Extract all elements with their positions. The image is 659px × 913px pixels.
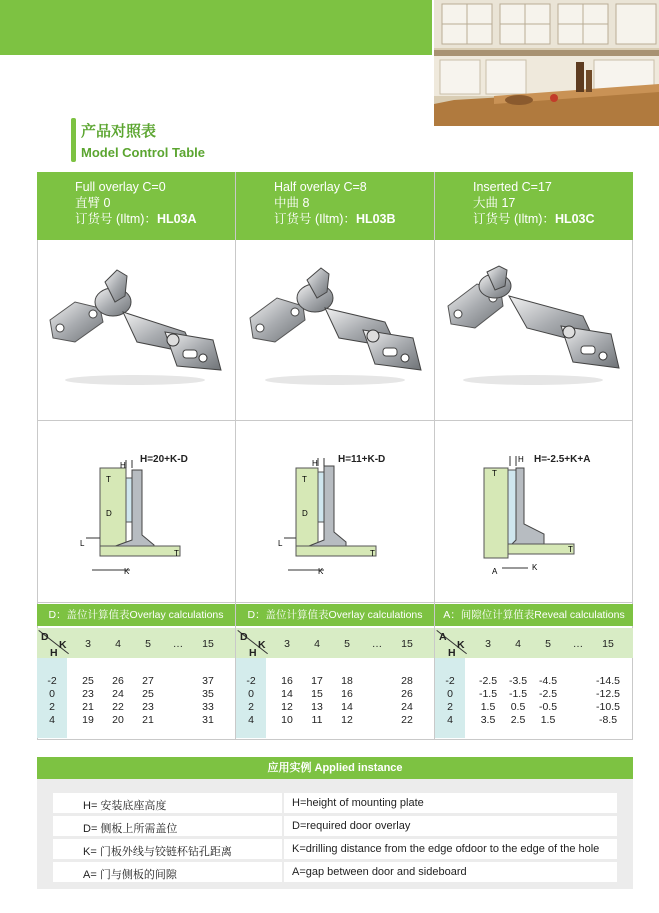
calc-table-hl03c [435,628,633,738]
legend-separator [282,839,284,859]
corner-h: H [448,647,456,659]
h-value: -2 [445,675,455,687]
table-cell: -12.5 [596,688,620,700]
calc-table-hl03a [37,628,235,738]
k-value: 4 [115,638,121,650]
item-code-line [473,211,633,227]
label-t: T [174,549,179,558]
calc-header-hl03c: A：间隙位计算值表Reveal calculations [435,604,633,626]
h-value: 4 [49,714,55,726]
k-value: 15 [401,638,413,650]
table-cell: 26 [112,675,124,687]
hinge-image-hl03c [443,262,623,391]
corner-k: K [258,639,266,651]
h-value: 0 [49,688,55,700]
h-value: 4 [447,714,453,726]
legend-row [53,862,617,882]
table-cell: 14 [281,688,293,700]
legend-row [53,839,617,859]
table-cell: 16 [341,688,353,700]
table-cell: 10 [281,714,293,726]
top-green-band [0,0,432,55]
hinge-image-hl03a [45,262,225,391]
h-value: 0 [447,688,453,700]
column-header-hl03a [37,172,235,240]
label-k: K [124,567,130,576]
table-cell: 26 [401,688,413,700]
applied-instance-title: 应用实例 Applied instance [37,757,633,779]
diagram-formula: H=11+K-D [338,454,386,465]
row-divider [37,420,633,421]
corner-a: A [439,631,447,643]
h-value: 2 [447,701,453,713]
corner-k: K [59,639,67,651]
table-cell: 22 [401,714,413,726]
table-cell: 23 [82,688,94,700]
k-value: 15 [602,638,614,650]
table-cell: -14.5 [596,675,620,687]
table-cell: 22 [112,701,124,713]
table-cell: 12 [341,714,353,726]
k-value: 5 [344,638,350,650]
installation-diagram-hl03b [270,440,430,594]
overlay-label-en: Inserted C=17 [473,180,552,194]
page-title-cn: 产品对照表 [81,122,157,140]
corner-d: D [240,631,248,643]
legend-cn: H= 安装底座高度 [83,800,167,812]
table-cell: 16 [281,675,293,687]
corner-d: D [41,631,49,643]
table-cell: 31 [202,714,214,726]
h-value: -2 [47,675,57,687]
table-cell: 21 [142,714,154,726]
item-code: HL03C [554,212,595,226]
h-value: 2 [49,701,55,713]
legend-row [53,793,617,813]
column-header-hl03b [236,172,434,240]
table-cell: 28 [401,675,413,687]
label-d: D [106,509,112,518]
legend-row [53,816,617,836]
table-cell: -1.5 [508,688,528,700]
table-cell: -3.5 [508,675,528,687]
item-prefix: 订货号 (Iltm)： [75,212,157,226]
legend-en: H=height of mounting plate [292,797,424,809]
overlay-label-en: Full overlay C=0 [75,180,166,194]
table-cell: 14 [341,701,353,713]
table-cell: 25 [142,688,154,700]
label-t: T [492,469,497,478]
table-cell: -4.5 [538,675,558,687]
installation-diagram-hl03c [468,440,628,594]
table-cell: 19 [82,714,94,726]
table-cell: 0.5 [510,701,526,713]
k-value: 5 [545,638,551,650]
h-value: 2 [248,701,254,713]
table-cell: 35 [202,688,214,700]
kitchen-photo [434,0,659,126]
k-value: 4 [314,638,320,650]
diagram-formula: H=-2.5+K+A [534,454,591,465]
legend-separator [282,793,284,813]
legend-en: D=required door overlay [292,820,411,832]
k-value: 3 [85,638,91,650]
table-cell: 2.5 [510,714,526,726]
label-k: K [318,567,324,576]
k-value: 3 [485,638,491,650]
legend-cn: D= 侧板上所需盖位 [83,823,178,835]
legend-separator [282,862,284,882]
corner-h: H [249,647,257,659]
label-h: H [312,459,318,468]
page-title-en: Model Control Table [81,145,205,160]
installation-diagram-hl03a [70,440,230,594]
label-d: D [302,509,308,518]
label-h: H [518,455,524,464]
k-value: 4 [515,638,521,650]
legend-cn: K= 门板外线与铰链杯钻孔距离 [83,846,232,858]
label-t: T [370,549,375,558]
table-cell: 18 [341,675,353,687]
legend-cn: A= 门与侧板的间隙 [83,869,177,881]
item-code-line [75,211,235,227]
table-cell: -1.5 [478,688,498,700]
legend-separator [282,816,284,836]
label-t: T [568,545,573,554]
column-header-hl03c [435,172,633,240]
table-cell: 17 [311,675,323,687]
table-cell: 24 [401,701,413,713]
label-a: A [492,567,498,576]
overlay-label-cn: 直臂 0 [75,196,111,210]
calc-header-hl03a: D：盖位计算值表Overlay calculations [37,604,235,626]
legend-en: K=drilling distance from the edge ofdoor to the edge of the hole [292,843,600,855]
corner-k: K [457,639,465,651]
table-cell: 1.5 [540,714,556,726]
label-k: K [532,563,538,572]
item-code: HL03A [156,212,197,226]
overlay-label-cn: 中曲 8 [274,196,310,210]
label-t: T [106,475,111,484]
k-value: … [572,638,584,650]
k-value: … [172,638,184,650]
table-cell: 15 [311,688,323,700]
label-t: T [302,475,307,484]
k-value: 5 [145,638,151,650]
h-value: -2 [246,675,256,687]
table-cell: 13 [311,701,323,713]
label-l: L [278,539,283,548]
table-cell: 20 [112,714,124,726]
label-h: H [120,461,126,470]
overlay-label-en: Half overlay C=8 [274,180,367,194]
corner-h: H [50,647,58,659]
label-l: L [80,539,85,548]
table-cell: 1.5 [480,701,496,713]
overlay-label-cn: 大曲 17 [473,196,516,210]
table-cell: -2.5 [478,675,498,687]
calc-table-hl03b [236,628,434,738]
table-cell: 27 [142,675,154,687]
row-divider [37,602,633,603]
title-accent-bar [71,118,76,162]
table-cell: 25 [82,675,94,687]
item-prefix: 订货号 (Iltm)： [473,212,555,226]
table-cell: 37 [202,675,214,687]
k-value: 3 [284,638,290,650]
item-prefix: 订货号 (Iltm)： [274,212,356,226]
diagram-formula: H=20+K-D [140,454,188,465]
item-code-line [274,211,434,227]
calc-header-hl03b: D：盖位计算值表Overlay calculations [236,604,434,626]
table-cell: 12 [281,701,293,713]
hinge-image-hl03b [245,262,425,391]
table-cell: 23 [142,701,154,713]
item-code: HL03B [355,212,396,226]
table-cell: -8.5 [598,714,618,726]
table-cell: 3.5 [480,714,496,726]
h-value: 4 [248,714,254,726]
table-cell: 33 [202,701,214,713]
table-cell: -0.5 [538,701,558,713]
table-cell: -10.5 [596,701,620,713]
k-value: 15 [202,638,214,650]
h-value: 0 [248,688,254,700]
table-cell: 24 [112,688,124,700]
table-cell: 21 [82,701,94,713]
legend-en: A=gap between door and sideboard [292,866,467,878]
table-cell: -2.5 [538,688,558,700]
table-cell: 11 [311,714,323,726]
k-value: … [371,638,383,650]
